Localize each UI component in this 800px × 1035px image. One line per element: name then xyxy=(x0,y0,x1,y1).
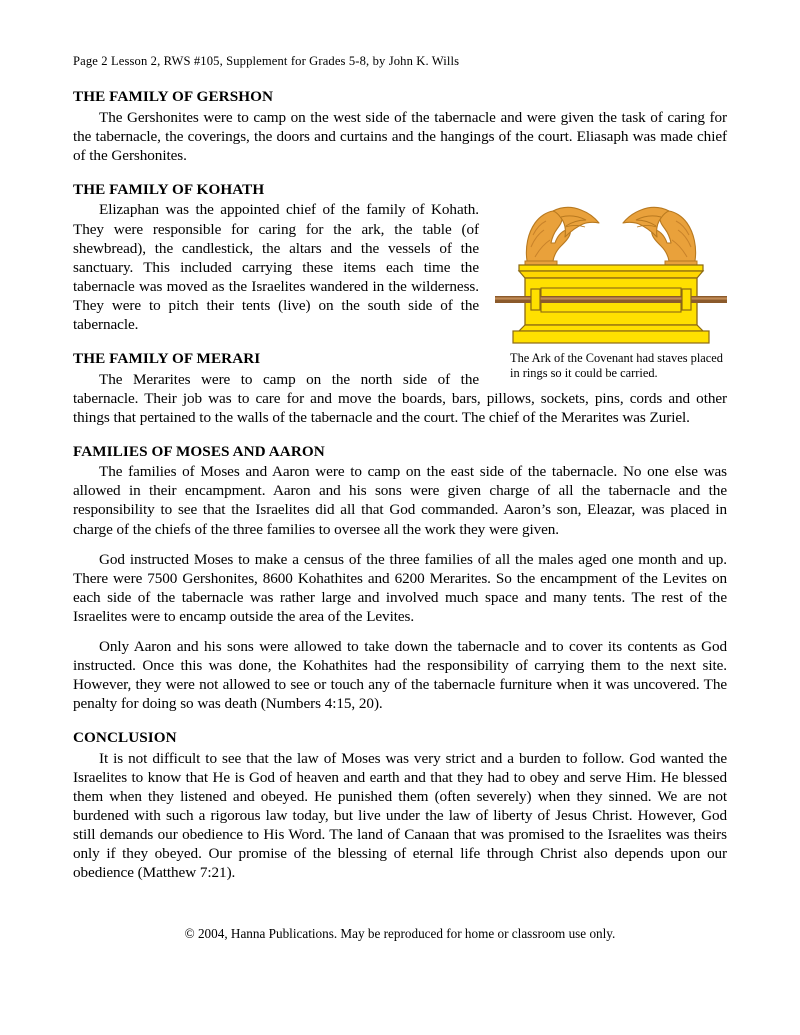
section-heading-gershon: THE FAMILY OF GERSHON xyxy=(73,88,274,106)
paragraph-kohath: Elizaphan was the appointed chief of the family of Kohath. They were responsible for caring for the ark, the table (of shewbread), the candlestick, the altars and the vessels of the sanctuary. This included carrying these items each time the tabernacle was moved as the Israelites wandered in the wilderness. They were to pitch their tents (live) on the south side of the tabernacle. xyxy=(73,201,479,333)
paragraph-census: God instructed Moses to make a census of the three families of all the males aged one month and up. There were 7500 Gershonites, 8600 Kohathites and 6200 Merarites. So the encampment of the Levites on each side of the tabernacle was rather large and involved much space and many tents. The rest of the Israelites were to encamp outside the area of the Levites. xyxy=(73,550,727,625)
paragraph-kohathites-carrying: Only Aaron and his sons were allowed to take down the tabernacle and to cover its contents as God instructed. Once this was done, the Kohathites had the responsibility of carrying them to the next site. However, they were not allowed to see or touch any of the tabernacle furniture when it was uncovered. The penalty for doing so was death (Numbers 4:15, 20). xyxy=(73,637,727,713)
ark-lid xyxy=(519,265,703,278)
paragraph-conclusion: It is not difficult to see that the law of Moses was very strict and a burden to follow. God wanted the Israelites to know that He is God of heaven and earth and that they had to obey and serve Him. He blessed them when they listened and obeyed. He punished them (often severely) when they sinned. We are not burdened with such a rigorous law today, but live under the law of liberty of Jesus Christ. However, God still demands our obedience to His Word. The land of Canaan that was promised to the Israelites was theirs only if they obeyed. Our promise of the blessing of eternal life through Christ also depends upon our obedience (Matthew 7:21). xyxy=(73,749,727,882)
footer-copyright: © 2004, Hanna Publications. May be reproduced for home or classroom use only. xyxy=(184,926,616,941)
spacer xyxy=(73,713,727,729)
paragraph-merari: The Merarites were to camp on the north side of the tabernacle. Their job was to care for and move the boards, bars, pillows, sockets, pins, cords and other things that pertained to the walls of the tabernacle and the court. The chief of the Merarites was Zuriel. xyxy=(73,370,727,426)
section-heading-conclusion: CONCLUSION xyxy=(73,729,177,747)
section-heading-merari: THE FAMILY OF MERARI xyxy=(73,349,261,367)
cherub-left-icon xyxy=(525,207,599,265)
ark-figure-caption: The Ark of the Covenant had staves placed in rings so it could be carried. xyxy=(510,350,723,381)
section-heading-moses-aaron: FAMILIES OF MOSES AND AARON xyxy=(73,442,325,460)
stave-ring-right xyxy=(682,289,691,310)
paragraph-gershon: The Gershonites were to camp on the west side of the tabernacle and were given the task of caring for the tabernacle, the coverings, the doors and curtains and the hangings of the court. Eliasaph was made chief of the Gershonites. xyxy=(73,108,727,164)
ark-figure xyxy=(495,185,727,381)
spacer xyxy=(73,626,727,637)
stave-ring-left xyxy=(531,289,540,310)
ark-base xyxy=(513,325,709,343)
carrying-stave xyxy=(495,296,727,303)
paragraph-moses-aaron-1: The families of Moses and Aaron were to camp on the east side of the tabernacle. No one else was allowed in their encampment. Aaron and his sons were given charge of all the tabernacle and the responsibility to see that the Israelites did all that God commanded. Aaron’s son, Eleazar, was placed in charge of the chiefs of the three families to oversee all the work they were given. xyxy=(73,463,727,538)
spacer xyxy=(73,427,727,443)
cherub-right-icon xyxy=(623,207,697,265)
section-heading-kohath: THE FAMILY OF KOHATH xyxy=(73,180,265,198)
ark-of-the-covenant-illustration xyxy=(495,185,727,345)
spacer xyxy=(73,539,727,550)
ark-svg xyxy=(495,185,727,345)
running-head: Page 2 Lesson 2, RWS #105, Supplement for Grades 5-8, by John K. Wills xyxy=(73,54,460,68)
spacer xyxy=(73,165,727,181)
